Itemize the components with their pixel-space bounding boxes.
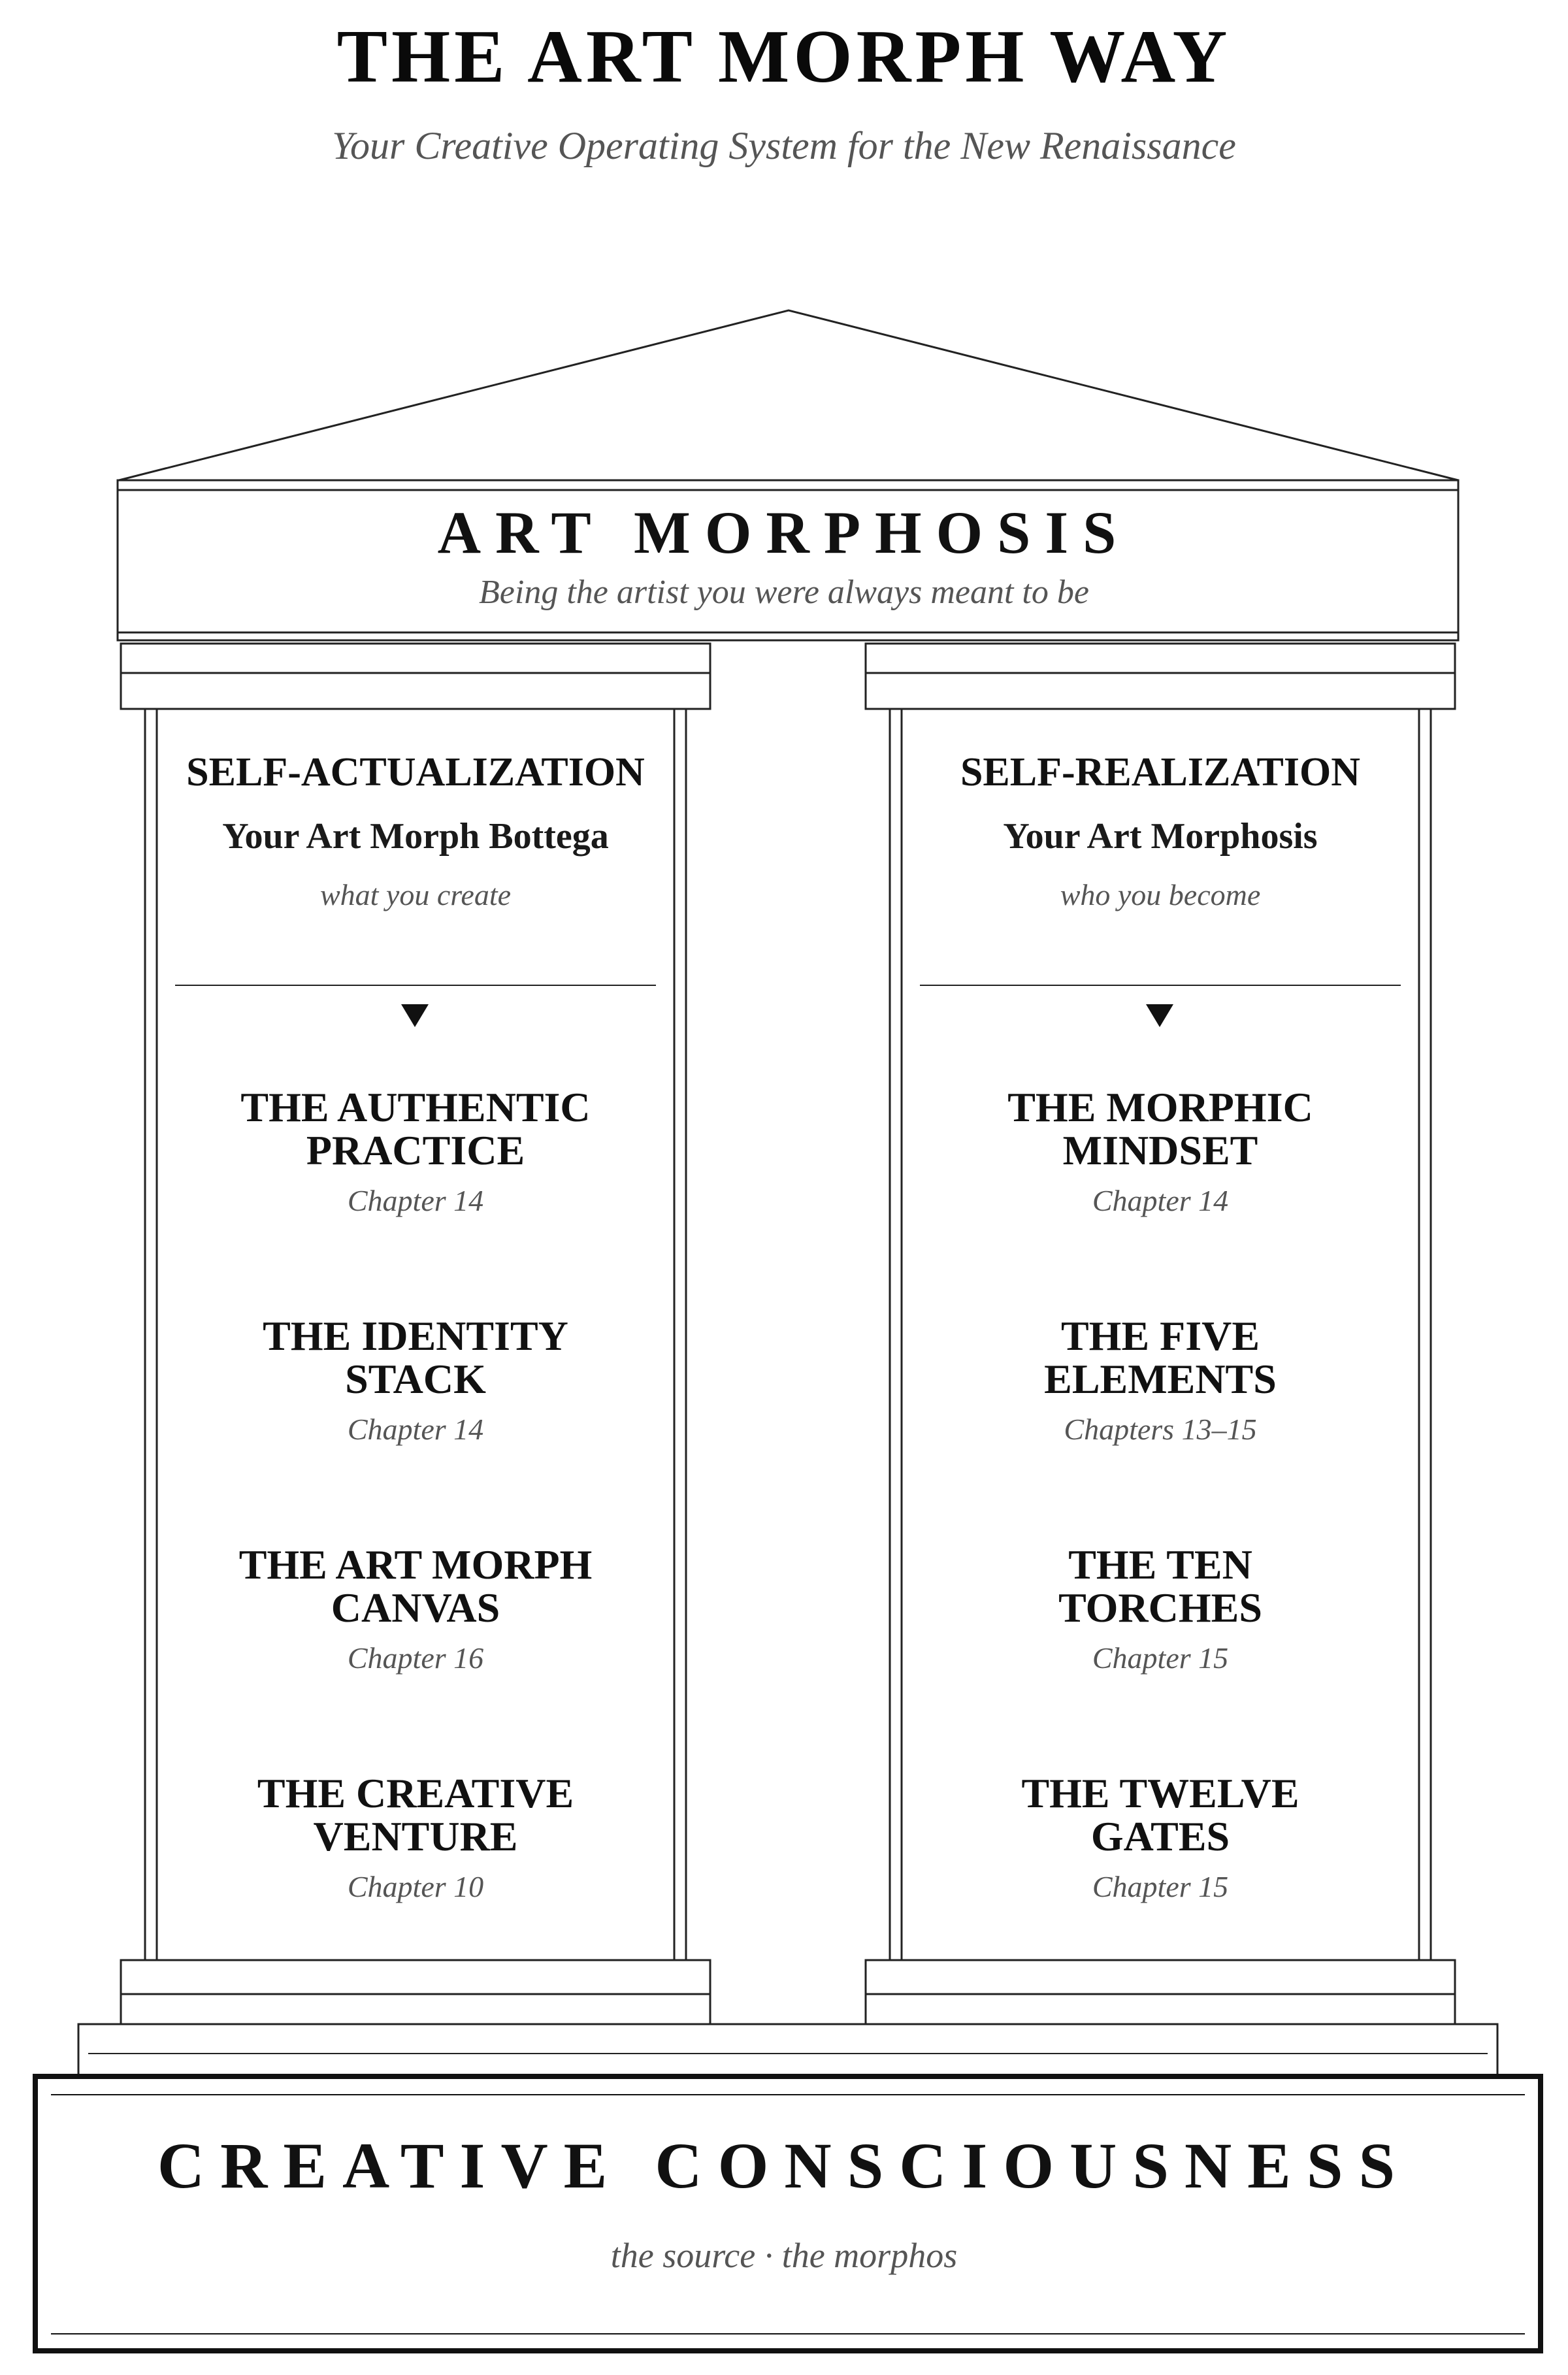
foundation-title: CREATIVE CONSCIOUSNESS	[157, 2129, 1411, 2202]
item-title: THE CREATIVE	[257, 1770, 574, 1816]
item-chapter: Chapters 13–15	[1064, 1413, 1257, 1446]
left-item-2	[157, 1315, 674, 1449]
left-item-1	[157, 1086, 674, 1220]
left-arrow-down-icon	[401, 1004, 429, 1027]
item-title: THE ART MORPH	[238, 1541, 593, 1588]
right-item-4	[902, 1772, 1419, 1907]
foundation-subtitle: the source · the morphos	[610, 2236, 958, 2275]
right-pillar-note: who you become	[1060, 878, 1261, 911]
entablature-subtitle: Being the artist you were always meant to be	[479, 574, 1089, 611]
item-title: THE IDENTITY	[263, 1313, 568, 1359]
right-item-1	[902, 1086, 1419, 1220]
pediment	[119, 310, 1458, 480]
right-item-2	[902, 1315, 1419, 1449]
item-chapter: Chapter 15	[1092, 1641, 1229, 1675]
entablature-title: ART MORPHOSIS	[437, 499, 1131, 566]
item-chapter: Chapter 16	[347, 1641, 484, 1675]
right-arrow-down-icon	[1146, 1004, 1173, 1027]
item-title: VENTURE	[313, 1813, 518, 1859]
page-subtitle: Your Creative Operating System for the New Renaissance	[332, 124, 1236, 167]
left-capital	[121, 644, 710, 709]
item-title: THE TEN	[1068, 1541, 1252, 1588]
item-title: GATES	[1090, 1813, 1230, 1859]
right-base	[866, 1960, 1455, 2024]
item-title: PRACTICE	[306, 1127, 525, 1173]
item-title: THE AUTHENTIC	[240, 1084, 591, 1130]
right-pillar-heading: SELF-REALIZATION	[960, 750, 1361, 794]
right-capital	[866, 644, 1455, 709]
item-title: TORCHES	[1058, 1584, 1262, 1631]
left-pillar-heading: SELF-ACTUALIZATION	[186, 750, 645, 794]
item-chapter: Chapter 14	[1092, 1184, 1229, 1217]
item-title: CANVAS	[331, 1584, 500, 1631]
right-item-3	[902, 1543, 1419, 1678]
item-title: MINDSET	[1062, 1127, 1258, 1173]
left-item-3	[157, 1543, 674, 1678]
foundation-frame	[35, 2076, 1541, 2351]
item-title: ELEMENTS	[1044, 1356, 1277, 1402]
right-pillar-subheading: Your Art Morphosis	[1003, 816, 1318, 857]
stylobate	[78, 2024, 1497, 2076]
item-chapter: Chapter 14	[347, 1184, 484, 1217]
item-chapter: Chapter 10	[347, 1870, 484, 1903]
item-title: STACK	[345, 1356, 486, 1402]
item-chapter: Chapter 15	[1092, 1870, 1229, 1903]
page-title: THE ART MORPH WAY	[336, 15, 1232, 99]
item-chapter: Chapter 14	[347, 1413, 484, 1446]
item-title: THE MORPHIC	[1007, 1084, 1313, 1130]
left-pillar-note: what you create	[319, 878, 512, 911]
left-base	[121, 1960, 710, 2024]
left-item-4	[157, 1772, 674, 1907]
item-title: THE TWELVE	[1021, 1770, 1299, 1816]
left-pillar-subheading: Your Art Morph Bottega	[222, 816, 609, 857]
item-title: THE FIVE	[1060, 1313, 1260, 1359]
